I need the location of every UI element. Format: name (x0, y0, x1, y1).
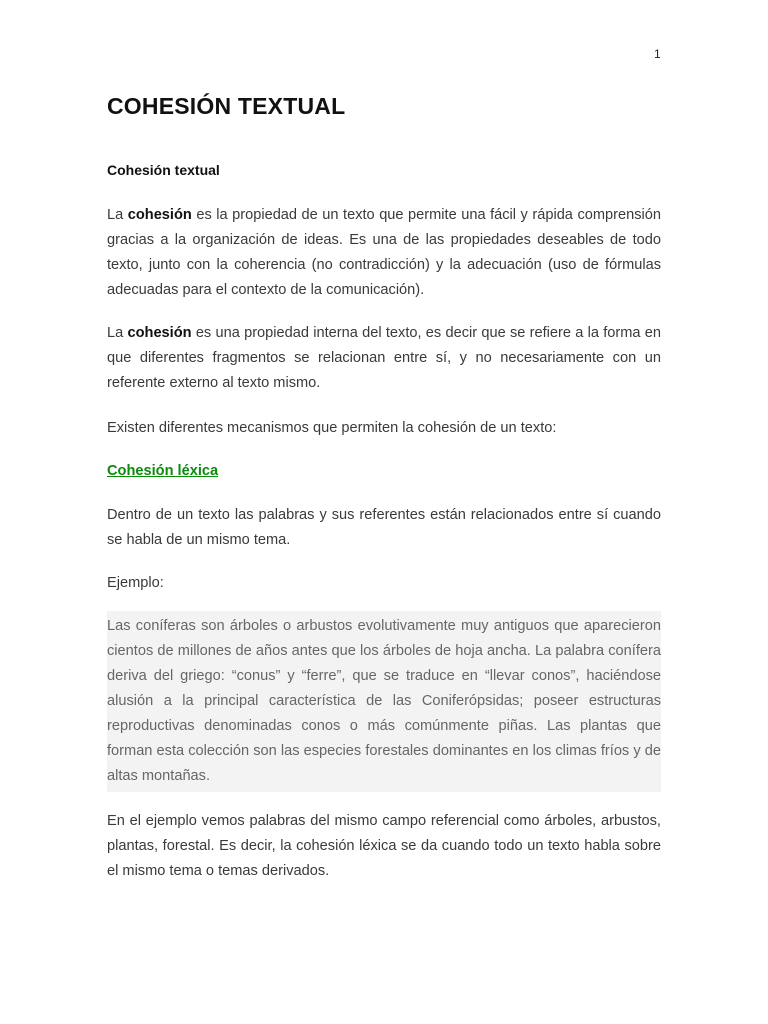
example-quote-box: Las coníferas son árboles o arbustos evolutivamente muy antiguos que aparecieron cientos de millones de años antes que los árboles de hoja ancha. La palabra conífera deriva del griego: “conus” y “ferre”, que se traduce en “llevar conos”, haciéndose alusión a la principal característica de las Coniferópsidas; poseer estructuras reproductivas denominadas conos o más comúnmente piñas. Las plantas que forman esta colección son las especies forestales dominantes en los climas fríos y de altas montañas. (107, 611, 661, 792)
paragraph-lexical: Dentro de un texto las palabras y sus referentes están relacionados entre sí cuando se habla de un mismo tema. (107, 507, 661, 548)
paragraph-conclusion: En el ejemplo vemos palabras del mismo campo referencial como árboles, arbustos, plantas, forestal. Es decir, la cohesión léxica se da cuando todo un texto habla sobre el mismo tema o temas derivados. (107, 813, 661, 879)
paragraph-text: La (107, 207, 128, 223)
paragraph-text: es la propiedad de un texto que permite una fácil y rápida comprensión gracias a la organización de ideas. Es una de las propiedades deseables de todo texto, junto con la coherencia (no contradicción) y la adecuación (uso de fórmulas adecuadas para el contexto de la comunicación). (107, 207, 661, 298)
bold-term: cohesión (127, 325, 192, 341)
document-title: COHESIÓN TEXTUAL (107, 93, 346, 119)
paragraph-text: es una propiedad interna del texto, es decir que se refiere a la forma en que diferentes fragmentos se relacionan entre sí, y no necesariamente con un referente externo al texto mismo. (107, 325, 661, 391)
page-number: 1 (654, 47, 661, 61)
paragraph-mechanisms: Existen diferentes mecanismos que permiten la cohesión de un texto: (107, 420, 557, 436)
link-cohesion-lexica[interactable]: Cohesión léxica (107, 463, 219, 479)
paragraph-text: La (107, 325, 128, 341)
example-label: Ejemplo: (107, 575, 164, 591)
paragraph-definition (107, 203, 661, 303)
paragraph-internal-property (107, 321, 661, 396)
section-subtitle: Cohesión textual (107, 162, 220, 178)
bold-term: cohesión (127, 207, 192, 223)
